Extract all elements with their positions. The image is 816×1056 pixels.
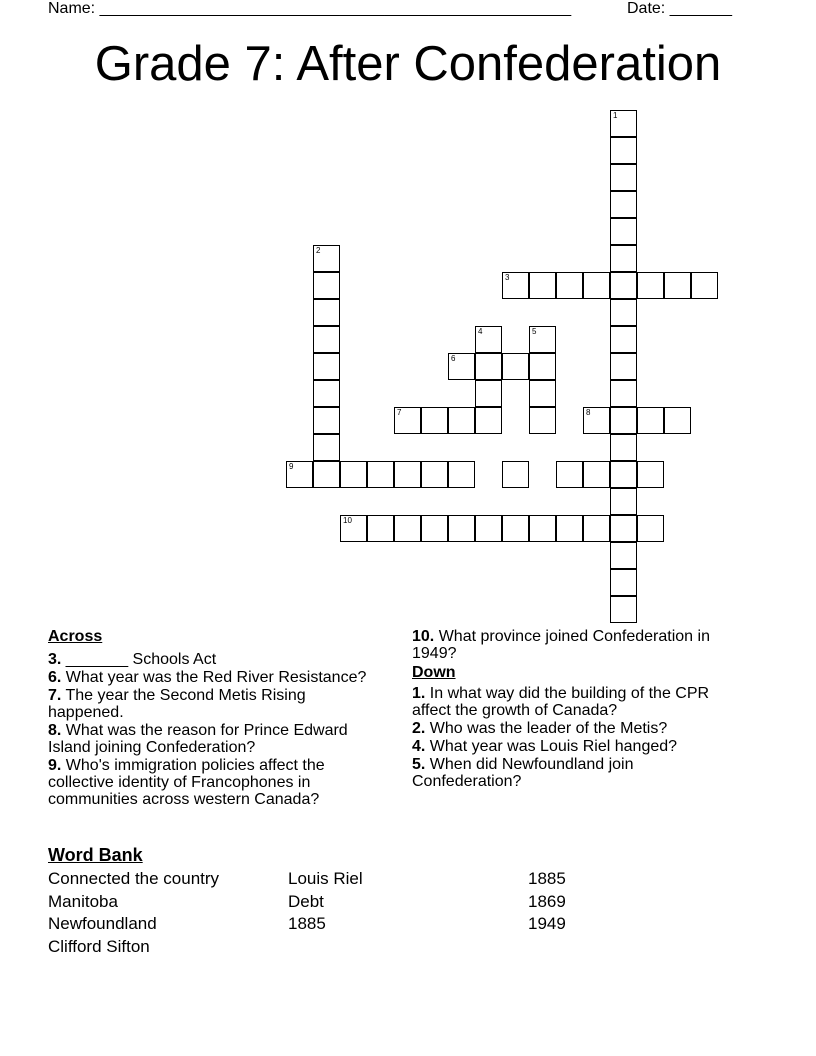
word-bank-item: Clifford Sifton: [48, 937, 150, 956]
crossword-cell[interactable]: [367, 461, 394, 488]
word-bank-item: 1869: [528, 892, 566, 911]
crossword-cell[interactable]: [556, 272, 583, 299]
crossword-cell[interactable]: [583, 272, 610, 299]
crossword-cell[interactable]: [610, 191, 637, 218]
crossword-cell[interactable]: [610, 272, 637, 299]
clue-text: The year the Second Metis Rising happened.: [48, 687, 306, 721]
crossword-cell[interactable]: [637, 515, 664, 542]
crossword-cell[interactable]: [556, 461, 583, 488]
crossword-cell[interactable]: [610, 164, 637, 191]
crossword-cell[interactable]: [502, 353, 529, 380]
page-title: Grade 7: After Confederation: [94, 37, 722, 91]
clue-text: What province joined Confederation in 1949?: [412, 628, 710, 662]
crossword-cell[interactable]: [394, 407, 421, 434]
clues-right-column: [412, 628, 742, 791]
crossword-cell[interactable]: [610, 596, 637, 623]
crossword-cell[interactable]: [313, 380, 340, 407]
clue-number: 5.: [412, 756, 426, 773]
crossword-cell[interactable]: [610, 218, 637, 245]
crossword-cell[interactable]: [529, 326, 556, 353]
crossword-cell[interactable]: [475, 380, 502, 407]
crossword-cell[interactable]: [610, 326, 637, 353]
crossword-cell[interactable]: [475, 353, 502, 380]
date-field-label: Date: _______: [627, 0, 732, 17]
crossword-cell[interactable]: [691, 272, 718, 299]
crossword-cell[interactable]: [286, 461, 313, 488]
across-heading: Across: [48, 628, 103, 645]
clue-number: 10.: [412, 628, 435, 645]
clue-number: 9.: [48, 757, 62, 774]
crossword-cell[interactable]: [637, 461, 664, 488]
down-clue-4: [412, 738, 742, 755]
clue-number-label: 5: [532, 327, 537, 336]
across-clue-6: [48, 669, 368, 686]
word-bank-heading: Word Bank: [48, 845, 143, 865]
crossword-cell[interactable]: [421, 461, 448, 488]
clue-number: 4.: [412, 738, 426, 755]
word-bank-item: Manitoba: [48, 892, 118, 911]
clue-text: _______ Schools Act: [65, 651, 217, 668]
crossword-cell[interactable]: [448, 353, 475, 380]
name-field-label: Name: _____________________________________________________: [48, 0, 572, 17]
clue-number-label: 1: [613, 111, 618, 120]
word-bank-item: 1885: [288, 914, 326, 933]
crossword-cell[interactable]: [610, 380, 637, 407]
down-clue-2: [412, 720, 742, 737]
crossword-cell[interactable]: [610, 434, 637, 461]
crossword-cell[interactable]: [475, 407, 502, 434]
crossword-cell[interactable]: [313, 326, 340, 353]
crossword-cell[interactable]: [583, 461, 610, 488]
clue-number: 1.: [412, 685, 426, 702]
crossword-cell[interactable]: [610, 110, 637, 137]
crossword-cell[interactable]: [583, 515, 610, 542]
clue-text: Who's immigration policies affect the collective identity of Francophones in communities across western Canada?: [48, 757, 325, 808]
crossword-cell[interactable]: [610, 299, 637, 326]
down-clue-5: [412, 756, 742, 790]
crossword-cell[interactable]: [394, 515, 421, 542]
clue-number-label: 7: [397, 408, 402, 417]
clue-number: 2.: [412, 720, 426, 737]
clue-number-label: 9: [289, 462, 294, 471]
clue-number-label: 8: [586, 408, 591, 417]
crossword-cell[interactable]: [340, 461, 367, 488]
word-bank-item: Connected the country: [48, 869, 220, 888]
crossword-cell[interactable]: [448, 407, 475, 434]
crossword-cell[interactable]: [610, 137, 637, 164]
crossword-cell[interactable]: [610, 245, 637, 272]
clue-number: 8.: [48, 722, 62, 739]
clues-left-column: [48, 628, 368, 809]
crossword-cell[interactable]: [421, 407, 448, 434]
across-clue-10: [412, 628, 742, 662]
crossword-cell[interactable]: [313, 272, 340, 299]
crossword-cell[interactable]: [610, 569, 637, 596]
across-clue-7: [48, 687, 368, 721]
crossword-cell[interactable]: [529, 407, 556, 434]
crossword-cell[interactable]: [529, 515, 556, 542]
crossword-cell[interactable]: [529, 353, 556, 380]
clue-number: 3.: [48, 651, 62, 668]
clue-number-label: 10: [343, 516, 352, 525]
crossword-cell[interactable]: [664, 407, 691, 434]
crossword-cell[interactable]: [502, 461, 529, 488]
crossword-cell[interactable]: [637, 272, 664, 299]
crossword-cell[interactable]: [502, 515, 529, 542]
crossword-cell[interactable]: [313, 407, 340, 434]
word-bank-item: Newfoundland: [48, 914, 157, 933]
word-bank-item: Louis Riel: [288, 869, 363, 888]
clue-number-label: 4: [478, 327, 483, 336]
crossword-cell[interactable]: [610, 461, 637, 488]
clue-number-label: 2: [316, 246, 321, 255]
word-bank-item: Debt: [288, 892, 324, 911]
clue-number-label: 6: [451, 354, 456, 363]
crossword-cell[interactable]: [610, 515, 637, 542]
across-clue-8: [48, 722, 368, 756]
down-clue-1: [412, 685, 742, 719]
crossword-cell[interactable]: [583, 407, 610, 434]
crossword-cell[interactable]: [529, 272, 556, 299]
crossword-cell[interactable]: [313, 434, 340, 461]
crossword-cell[interactable]: [475, 326, 502, 353]
crossword-cell[interactable]: [448, 461, 475, 488]
clue-number: 7.: [48, 687, 62, 704]
across-clue-3: [48, 651, 368, 668]
crossword-cell[interactable]: [394, 461, 421, 488]
clue-text: What was the reason for Prince Edward Island joining Confederation?: [48, 722, 348, 756]
crossword-cell[interactable]: [664, 272, 691, 299]
crossword-cell[interactable]: [610, 542, 637, 569]
crossword-cell[interactable]: [448, 515, 475, 542]
crossword-cell[interactable]: [637, 407, 664, 434]
crossword-cell[interactable]: [367, 515, 394, 542]
word-bank-item: 1949: [528, 914, 566, 933]
crossword-cell[interactable]: [313, 353, 340, 380]
crossword-cell[interactable]: [529, 380, 556, 407]
crossword-cell[interactable]: [313, 299, 340, 326]
crossword-cell[interactable]: [475, 515, 502, 542]
clue-text: In what way did the building of the CPR affect the growth of Canada?: [412, 685, 710, 719]
crossword-cell[interactable]: [313, 461, 340, 488]
crossword-cell[interactable]: [340, 515, 367, 542]
crossword-cell[interactable]: [610, 353, 637, 380]
clue-number-label: 3: [505, 273, 510, 282]
clue-text: Who was the leader of the Metis?: [429, 720, 668, 737]
crossword-cell[interactable]: [610, 488, 637, 515]
crossword-cell[interactable]: [313, 245, 340, 272]
clue-number: 6.: [48, 669, 62, 686]
crossword-cell[interactable]: [556, 515, 583, 542]
word-bank-item: 1885: [528, 869, 566, 888]
crossword-cell[interactable]: [421, 515, 448, 542]
clue-text: When did Newfoundland join Confederation?: [412, 756, 634, 790]
clue-text: What year was Louis Riel hanged?: [429, 738, 678, 755]
clue-text: What year was the Red River Resistance?: [65, 669, 367, 686]
down-heading: Down: [412, 664, 456, 681]
crossword-cell[interactable]: [502, 272, 529, 299]
across-clue-9: [48, 757, 368, 808]
crossword-cell[interactable]: [610, 407, 637, 434]
